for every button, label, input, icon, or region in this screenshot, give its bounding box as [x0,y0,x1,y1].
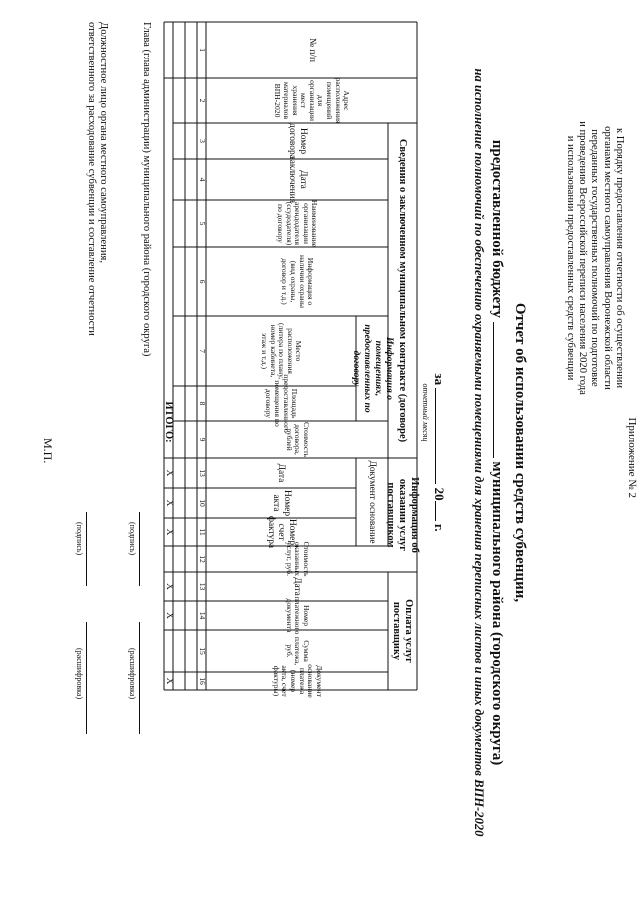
column-number: 16 [197,677,207,685]
header-basis-date: Дата [276,463,287,483]
column-number: 5 [197,221,207,226]
head-decode-hint: (расшифровка) [128,648,137,700]
group-basis: Документ основание [367,460,378,544]
header-location: Место расположения (литера по плану, номер кабинета, этаж и т.д.) [260,322,304,380]
group-premises: Информация о помещениях, предоставленных по договору [351,324,395,413]
column-number: 9 [197,437,207,442]
official-sign-hint: (подпись) [75,522,84,556]
column-number: 11 [197,528,207,536]
column-number: 13 [197,582,207,591]
official-decode-hint: (расшифровка) [75,648,84,700]
period-year: 20 [432,487,447,501]
period-prefix: за [432,373,447,386]
appendix-line: переданных государственных полномочий по подготовке [589,129,601,387]
column-number: 1 [197,48,207,52]
header-contract-date: Дата заключения [287,156,308,203]
report-purpose: на исполнение полномочий по обеспечению охраняемыми помещениями для хранения переписных листов и иных документов ВПН-2020 [472,68,486,837]
header-area: Площадь предоставленного помещения по договору [264,374,300,433]
column-number: 6 [197,279,207,284]
header-services-cost: Стоимость оказанных услуг, руб. [284,541,311,577]
total-x-mark: Х [163,499,174,507]
column-number: 10 [197,499,207,507]
column-number: 3 [197,139,207,143]
period-hint: отчетный месяц [421,383,430,442]
group-payment: Оплата услуг поставщику [391,599,415,663]
total-x-mark: Х [163,677,174,685]
group-contract: Сведения о заключенном муниципальном контракте (договоре) [397,138,409,443]
official-signatory-line2: ответственного за расходование субвенции и составление отчетности [86,22,97,336]
total-x-mark: Х [163,528,174,536]
header-lessor: Наименование организации арендодателя (ссудодателя) по договору [276,199,320,248]
header-number: № п/п [306,38,317,62]
period-suffix: г. [432,523,447,532]
head-signatory: Глава (глава администрации) муниципального района (городского округа) [141,22,152,357]
report-title: Отчет об использовании средств субвенции, [512,302,528,603]
head-sign-hint: (подпись) [128,522,137,556]
official-sign-line [86,512,87,586]
column-number: 8 [197,401,207,406]
subtitle-before: предоставленной бюджету [489,139,505,318]
subtitle-after: муниципального района (городского округа) [489,461,505,766]
total-x-mark: Х [163,583,174,590]
head-sign-line [139,512,140,586]
header-contract-number: Номер договора [287,123,308,159]
appendix-line: органами местного самоуправления Воронежской области [601,126,613,390]
header-guard: Информация о наличии охраны (вид охраны, договор и т.д.) [280,255,316,308]
total-x-mark: Х [163,612,174,619]
header-payment-basis: Документ основание платежа (номер акта, счет фактуры) [271,664,324,698]
head-decode-line [139,622,140,734]
official-signatory-line1: Должностное лицо органа местного самоуправления, [98,22,109,264]
total-label: ИТОГО: [163,401,175,443]
column-number: 14 [197,611,207,620]
header-payment-date: Дата [292,577,303,596]
column-number: 13 [197,469,207,477]
appendix-number: Приложение № 2 [626,417,638,498]
header-invoice-number: Номер счет фактура [265,515,297,549]
appendix-line: и использовании предоставленных средств субвенции [564,135,576,381]
stamp-place: М.П. [41,438,55,464]
appendix-line: и проведению Всероссийской переписи населения 2020 года [577,121,589,395]
header-payment-document: Номер платежного документа [284,596,311,635]
header-payment-sum: Сумма платежа, руб. [284,636,311,666]
total-x-mark: Х [163,469,174,477]
group-services: Информация об оказании услуг поставщиком [385,477,421,553]
header-contract-cost: Стоимость договора, рублей [284,422,311,457]
column-number: 7 [197,349,207,353]
header-act-number: Номер акта [271,489,292,517]
official-decode-line [86,622,87,734]
column-number: 15 [197,647,207,655]
column-number: 4 [197,177,207,182]
column-number: 2 [197,98,207,103]
column-number: 12 [197,555,207,563]
header-address: Адрес расположения помещений для организации мест хранения материалов ВПН-2020 [273,77,352,124]
appendix-line: к Порядку предоставления отчетности об осуществлении [613,128,625,388]
